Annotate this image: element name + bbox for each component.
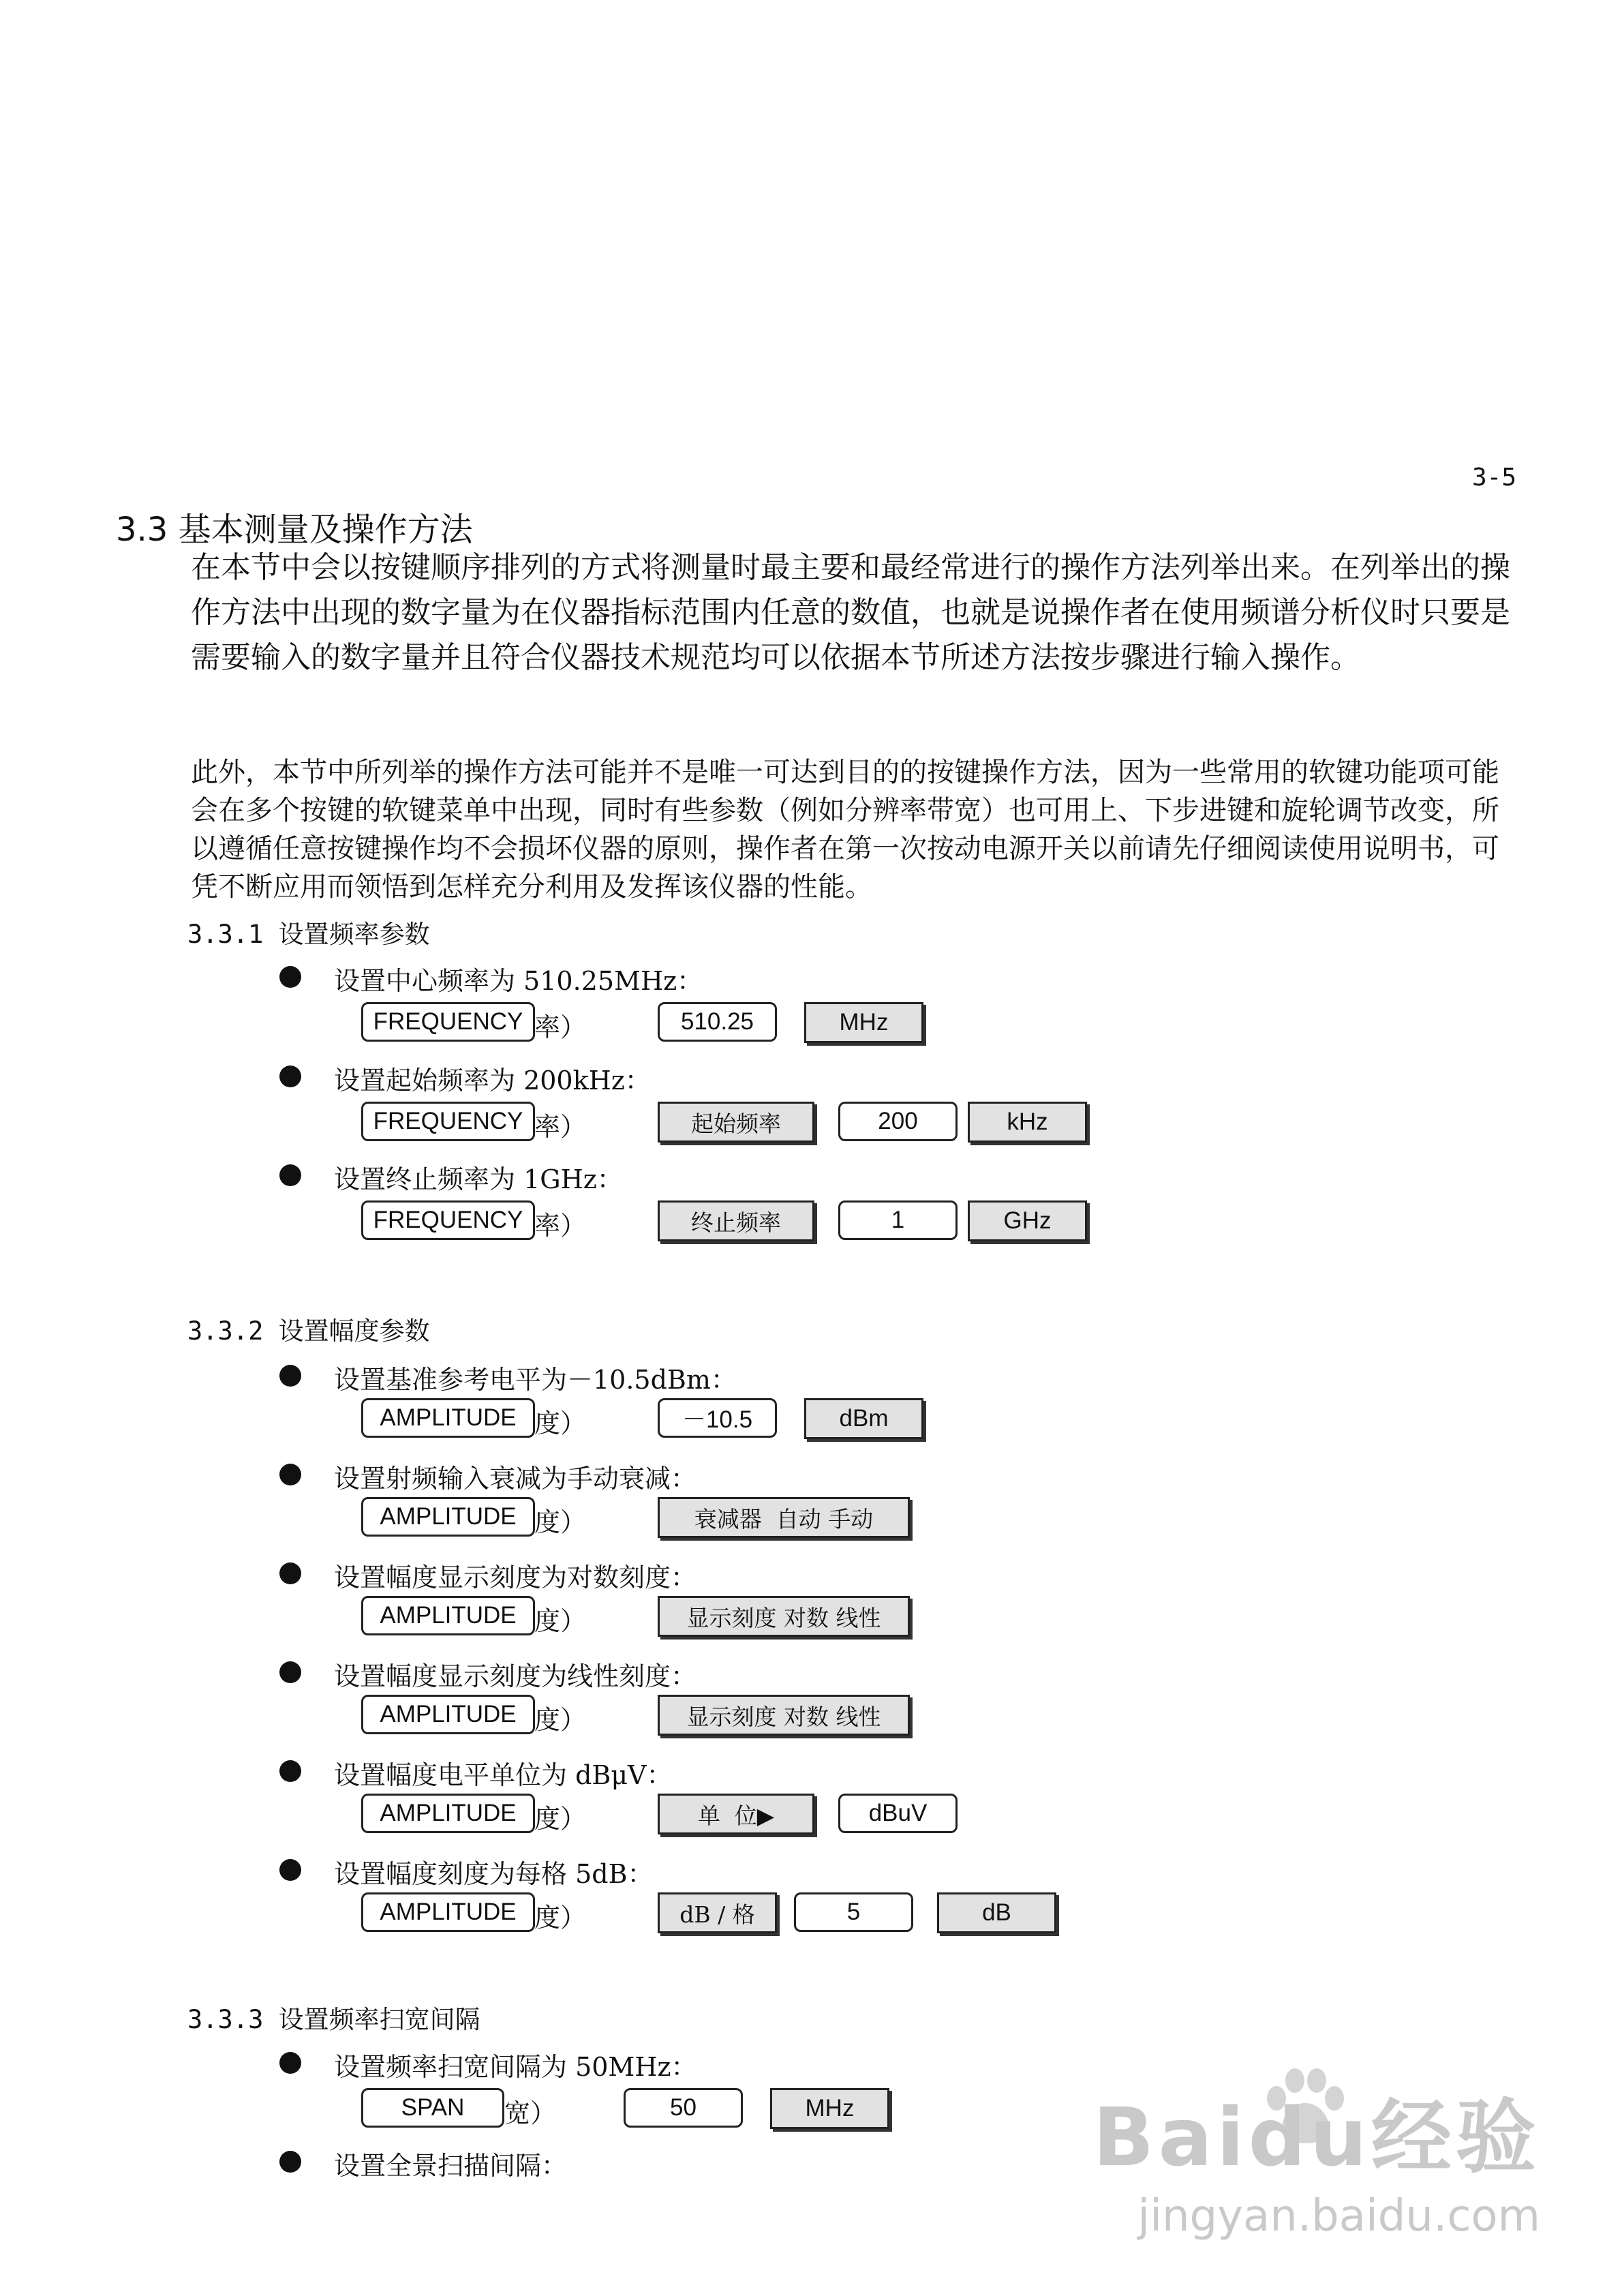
bullet-icon — [279, 966, 301, 988]
unit-softkey[interactable]: kHz — [968, 1102, 1087, 1143]
key-tail-text: 宽） — [504, 2098, 557, 2128]
bullet-icon — [279, 2151, 301, 2173]
key-tail-text: 度） — [534, 1903, 587, 1933]
step-text: 设置幅度显示刻度为线性刻度： — [334, 1661, 697, 1691]
key-tail-text: 度） — [534, 1408, 587, 1438]
bullet-icon — [279, 1661, 301, 1683]
amplitude-key[interactable]: AMPLITUDE — [361, 1794, 535, 1833]
key-tail-text: 率） — [534, 1112, 587, 1142]
unit-softkey[interactable]: MHz — [804, 1002, 923, 1043]
value-key[interactable]: 1 — [838, 1200, 958, 1240]
key-tail-text: 率） — [534, 1211, 587, 1241]
step-text: 设置频率扫宽间隔为 50MHz： — [334, 2052, 697, 2082]
unit-softkey[interactable]: dBm — [804, 1398, 923, 1439]
unit-softkey[interactable]: MHz — [770, 2088, 889, 2129]
frequency-key[interactable]: FREQUENCY — [361, 1002, 535, 1042]
bullet-icon — [279, 1859, 301, 1881]
step-text: 设置起始频率为 200kHz： — [334, 1066, 651, 1096]
scale-type-softkey[interactable]: 显示刻度 对数 线性 — [658, 1695, 910, 1736]
key-tail-text: 度） — [534, 1705, 587, 1735]
frequency-key[interactable]: FREQUENCY — [361, 1200, 535, 1240]
section-title: 3.3 基本测量及操作方法 — [116, 511, 473, 549]
span-key[interactable]: SPAN — [361, 2088, 504, 2128]
subsection-title-amplitude: 3.3.2 设置幅度参数 — [187, 1316, 430, 1346]
step-text: 设置幅度电平单位为 dBμV： — [334, 1760, 673, 1790]
intro-paragraph: 在本节中会以按键顺序排列的方式将测量时最主要和最经常进行的操作方法列举出来。在列举出的操作方法中出现的数字量为在仪器指标范围内任意的数值，也就是说操作者在使用频谱分析仪时只要是需要输入的数字量并且符合仪器技术规范均可以依据本节所述方法按步骤进行输入操作。 — [191, 550, 1510, 675]
key-tail-text: 度） — [534, 1804, 587, 1834]
amplitude-key[interactable]: AMPLITUDE — [361, 1596, 535, 1635]
key-tail-text: 度） — [534, 1606, 587, 1636]
value-key[interactable]: 50 — [624, 2088, 743, 2128]
dbuv-key[interactable]: dBuV — [838, 1794, 958, 1833]
step-text: 设置射频输入衰减为手动衰减： — [334, 1464, 697, 1494]
page-number: 3-5 — [1472, 464, 1517, 492]
step-text: 设置终止频率为 1GHz： — [334, 1164, 623, 1194]
amplitude-key[interactable]: AMPLITUDE — [361, 1497, 535, 1537]
step-text: 设置全景扫描间隔： — [334, 2151, 568, 2181]
value-key[interactable]: 5 — [794, 1892, 913, 1932]
attenuator-softkey[interactable]: 衰减器 自动 手动 — [658, 1497, 910, 1538]
bullet-icon — [279, 1066, 301, 1087]
step-text: 设置基准参考电平为－10.5dBm： — [334, 1365, 737, 1395]
step-text: 设置中心频率为 510.25MHz： — [334, 966, 703, 996]
bullet-icon — [279, 2052, 301, 2074]
key-tail-text: 率） — [534, 1012, 587, 1042]
value-key[interactable]: －10.5 — [658, 1398, 777, 1438]
db-per-div-softkey[interactable]: dB / 格 — [658, 1892, 777, 1933]
bullet-icon — [279, 1164, 301, 1186]
unit-menu-softkey[interactable]: 单 位▶ — [658, 1794, 814, 1834]
step-text: 设置幅度显示刻度为对数刻度： — [334, 1562, 697, 1592]
subsection-title-span: 3.3.3 设置频率扫宽间隔 — [187, 2005, 480, 2034]
watermark-brand: Baidu经验 — [1092, 2090, 1540, 2184]
watermark-url: jingyan.baidu.com — [1137, 2191, 1540, 2241]
amplitude-key[interactable]: AMPLITUDE — [361, 1695, 535, 1734]
subsection-title-frequency: 3.3.1 设置频率参数 — [187, 920, 430, 949]
watermark — [1093, 2072, 1541, 2241]
bullet-icon — [279, 1562, 301, 1584]
value-key[interactable]: 200 — [838, 1102, 958, 1141]
bullet-icon — [279, 1464, 301, 1485]
bullet-icon — [279, 1760, 301, 1782]
scale-type-softkey[interactable]: 显示刻度 对数 线性 — [658, 1596, 910, 1637]
note-paragraph: 此外，本节中所列举的操作方法可能并不是唯一可达到目的的按键操作方法，因为一些常用的软键功能项可能会在多个按键的软键菜单中出现，同时有些参数（例如分辨率带宽）也可用上、下步进键和旋轮调节改变，所以遵循任意按键操作均不会损坏仪器的原则，操作者在第一次按动电源开关以前请先仔细阅读使用说明书，可凭不断应用而领悟到怎样充分利用及发挥该仪器的性能。 — [191, 757, 1499, 903]
bullet-icon — [279, 1365, 301, 1387]
start-freq-softkey[interactable]: 起始频率 — [658, 1102, 814, 1143]
amplitude-key[interactable]: AMPLITUDE — [361, 1398, 535, 1438]
frequency-key[interactable]: FREQUENCY — [361, 1102, 535, 1141]
stop-freq-softkey[interactable]: 终止频率 — [658, 1200, 814, 1241]
value-key[interactable]: 510.25 — [658, 1002, 777, 1042]
key-tail-text: 度） — [534, 1507, 587, 1537]
step-text: 设置幅度刻度为每格 5dB： — [334, 1859, 654, 1889]
unit-softkey[interactable]: dB — [937, 1892, 1056, 1933]
amplitude-key[interactable]: AMPLITUDE — [361, 1892, 535, 1932]
unit-softkey[interactable]: GHz — [968, 1200, 1087, 1241]
